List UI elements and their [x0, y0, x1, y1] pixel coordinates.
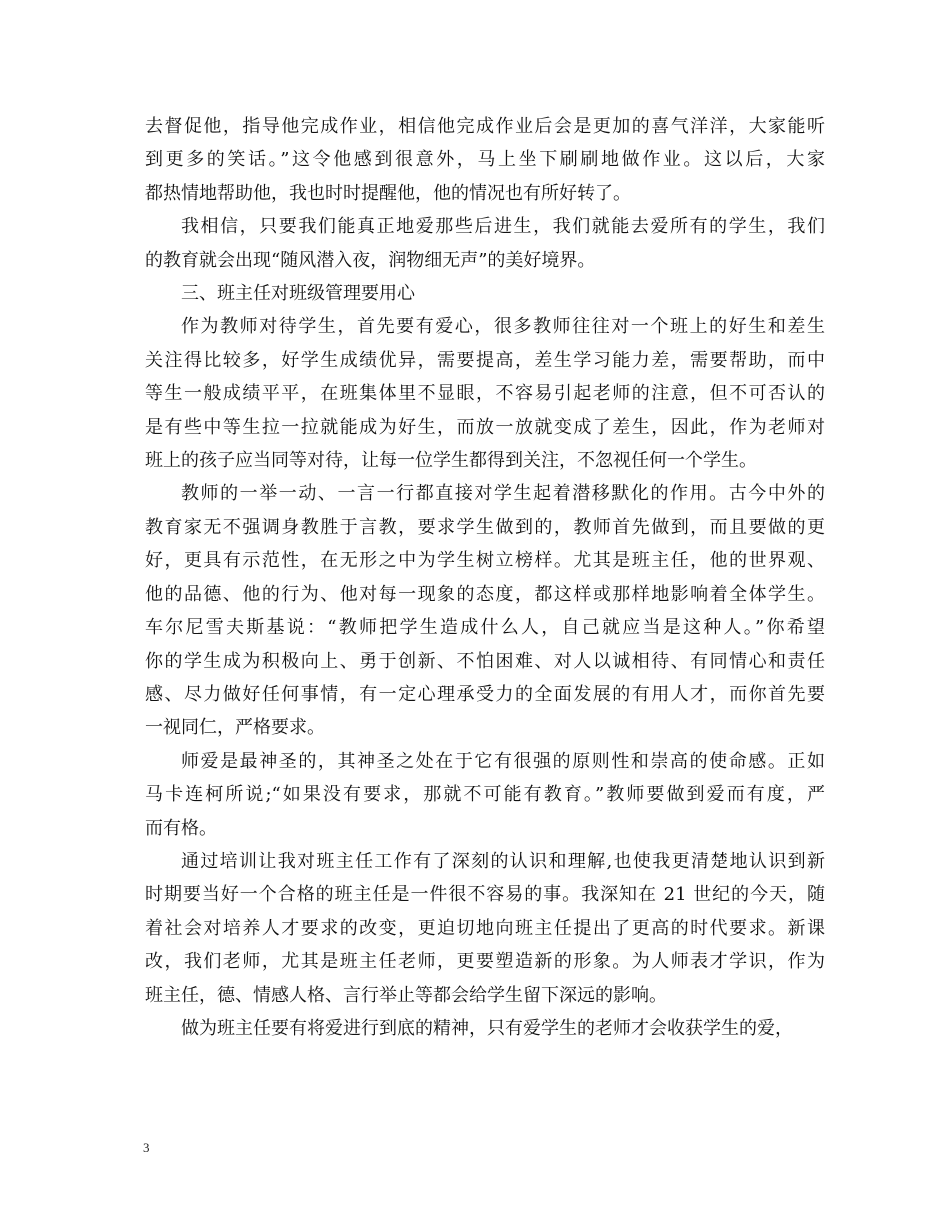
paragraph-p5: [145, 477, 825, 744]
text-line: 关注得比较多，好学生成绩优异，需要提高，差生学习能力差，需要帮助，而中: [145, 349, 825, 371]
text-line: 等生一般成绩平平，在班集体里不显眼，不容易引起老师的注意，但不可否认的: [145, 383, 825, 405]
text-line: 三、班主任对班级管理要用心: [181, 283, 415, 305]
paragraph-p7: [145, 845, 825, 1012]
text-line: 都热情地帮助他，我也时时提醒他，他的情况也有所好转了。: [145, 182, 631, 204]
text-line: 通过培训让我对班主任工作有了深刻的认识和理解,也使我更清楚地认识到新: [181, 850, 825, 872]
text-line: 教师的一举一动、一言一行都直接对学生起着潜移默化的作用。古今中外的: [181, 483, 825, 505]
paragraph-p8: [145, 1012, 825, 1045]
paragraph-p3: [145, 277, 825, 310]
text-line: 改，我们老师，尤其是班主任老师，更要塑造新的形象。为人师表才学识，作为: [145, 951, 825, 973]
text-line: 教育家无不强调身教胜于言教，要求学生做到的，教师首先做到，而且要做的更: [145, 516, 825, 538]
paragraph-p4: [145, 310, 825, 477]
text-line: 好，更具有示范性，在无形之中为学生树立榜样。尤其是班主任，他的世界观、: [145, 550, 825, 572]
text-line: 你的学生成为积极向上、勇于创新、不怕困难、对人以诚相待、有同情心和责任: [145, 650, 825, 672]
paragraph-p2: [145, 210, 825, 277]
text-line: 班主任，德、情感人格、言行举止等都会给学生留下深远的影响。: [145, 984, 667, 1006]
text-line: 一视同仁，严格要求。: [145, 717, 325, 739]
text-line: 着社会对培养人才要求的改变，更迫切地向班主任提出了更高的时代要求。新课: [145, 917, 825, 939]
page-number: 3: [143, 1140, 150, 1155]
text-line: 我相信，只要我们能真正地爱那些后进生，我们就能去爱所有的学生，我们: [181, 216, 825, 238]
text-line: 车尔尼雪夫斯基说：“教师把学生造成什么人，自己就应当是这种人。”你希望: [145, 617, 825, 639]
text-line: 的教育就会出现“随风潜入夜，润物细无声”的美好境界。: [145, 249, 596, 271]
text-line: 作为教师对待学生，首先要有爱心，很多教师往往对一个班上的好生和差生: [181, 316, 825, 338]
paragraph-p6: [145, 745, 825, 845]
text-line: 班上的孩子应当同等对待，让每一位学生都得到关注，不忽视任何一个学生。: [145, 450, 757, 472]
text-line: 感、尽力做好任何事情，有一定心理承受力的全面发展的有用人才，而你首先要: [145, 683, 825, 705]
text-line: 去督促他，指导他完成作业，相信他完成作业后会是更加的喜气洋洋，大家能听: [145, 116, 825, 137]
text-line: 他的品德、他的行为、他对每一现象的态度，都这样或那样地影响着全体学生。: [145, 583, 825, 605]
paragraph-p1: [145, 110, 825, 210]
text-line: 做为班主任要有将爱进行到底的精神，只有爱学生的老师才会收获学生的爱，: [181, 1017, 793, 1039]
text-line: 是有些中等生拉一拉就能成为好生，而放一放就变成了差生，因此，作为老师对: [145, 416, 825, 438]
text-line: 马卡连柯所说;“如果没有要求，那就不可能有教育。”教师要做到爱而有度，严: [145, 784, 825, 806]
document-body: [145, 110, 825, 1045]
text-line: 师爱是最神圣的，其神圣之处在于它有很强的原则性和崇高的使命感。正如: [181, 750, 825, 772]
text-line: 到更多的笑话。”这令他感到很意外，马上坐下刷刷地做作业。这以后，大家: [145, 149, 825, 171]
text-line: 而有格。: [145, 817, 217, 839]
text-line: 时期要当好一个合格的班主任是一件很不容易的事。我深知在 21 世纪的今天，随: [145, 884, 825, 906]
